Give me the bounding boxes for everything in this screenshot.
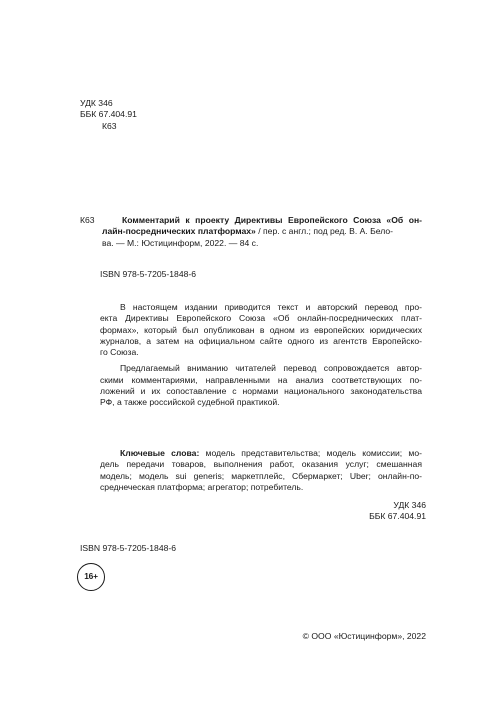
age-rating-badge bbox=[77, 563, 105, 591]
bib-line-1 bbox=[122, 215, 422, 226]
bib-publisher-line: ва. — М.: Юстицинформ, 2022. — 84 с. bbox=[102, 237, 259, 248]
annotation-paragraph-1 bbox=[100, 302, 422, 358]
bib-title-part-2: лайн-посреднических платформах» bbox=[102, 226, 256, 237]
annotation-line: екта Директивы Европейского Союза «Об онлайн-посреднических плат- bbox=[100, 313, 422, 324]
author-mark: К63 bbox=[102, 120, 117, 131]
keywords-line: среднеческая платформа; агрегатор; потребитель. bbox=[100, 481, 304, 492]
annotation-line: го Союза. bbox=[100, 347, 139, 358]
bib-translation-editor: / пер. с англ.; под ред. В. А. Бело- bbox=[255, 226, 394, 237]
annotation-line: формах», который был опубликован в одном из европейских юридических bbox=[100, 324, 422, 335]
keywords-label: Ключевые слова: bbox=[120, 448, 200, 458]
annotation-line: Предлагаемый вниманию читателей перевод сопровождается автор- bbox=[120, 363, 422, 374]
bib-line-2 bbox=[102, 226, 422, 237]
isbn-top: ISBN 978-5-7205-1848-6 bbox=[100, 269, 197, 279]
bbk-code: ББК 67.404.91 bbox=[80, 109, 137, 120]
annotation bbox=[100, 302, 422, 409]
bbk-code-bottom: ББК 67.404.91 bbox=[369, 511, 426, 522]
udk-code: УДК 346 bbox=[80, 98, 113, 108]
copyright: © ООО «Юстицинформ», 2022 bbox=[302, 631, 426, 641]
annotation-line: ложений и их сопоставление с нормами национального законодательства bbox=[100, 386, 422, 397]
keywords-text: модель представительства; модель комиссии; мо- bbox=[199, 448, 422, 458]
keywords-line: модель; модель sui generis; маркетплейс, Сбермаркет; Uber; онлайн-по- bbox=[100, 470, 422, 481]
header-codes bbox=[80, 98, 137, 132]
age-rating-label: 16+ bbox=[84, 571, 98, 582]
bib-record bbox=[102, 215, 422, 249]
keywords-line: дель передачи товаров, выполнения работ, оказания услуг; смешанная bbox=[100, 459, 422, 470]
footer-codes bbox=[369, 500, 426, 523]
annotation-line: В настоящем издании приводится текст и авторский перевод про- bbox=[120, 302, 422, 312]
annotation-line: журналов, а затем на официальном сайте одного из агентств Европейско- bbox=[100, 335, 422, 346]
keywords-block bbox=[100, 448, 422, 493]
annotation-paragraph-2 bbox=[100, 363, 422, 408]
isbn-bottom: ISBN 978-5-7205-1848-6 bbox=[80, 543, 177, 553]
bib-mark: К63 bbox=[80, 215, 95, 225]
bib-title-part-1: Комментарий к проекту Директивы Европейского Союза «Об он- bbox=[122, 215, 422, 225]
udk-code-bottom: УДК 346 bbox=[393, 500, 426, 510]
keywords-line bbox=[100, 448, 422, 459]
annotation-line: РФ, а также российской судебной практикой. bbox=[100, 397, 280, 408]
annotation-line: скими комментариями, направленными на анализ соответствующих по- bbox=[100, 374, 422, 385]
